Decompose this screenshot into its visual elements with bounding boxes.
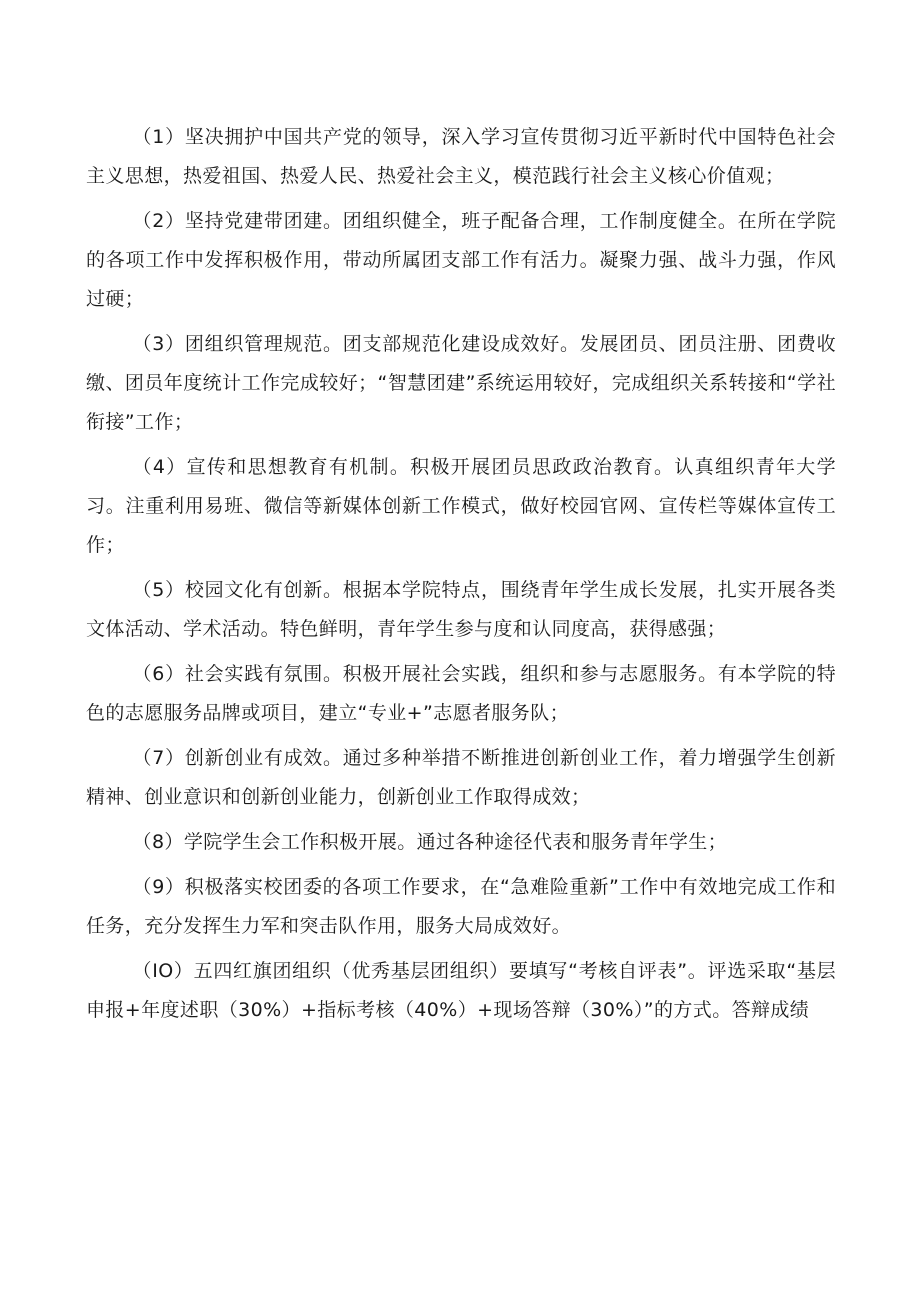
criterion-paragraph-7: （7）创新创业有成效。通过多种举措不断推进创新创业工作，着力增强学生创新精神、创业意识和创新创业能力，创新创业工作取得成效；	[86, 747, 836, 808]
criterion-paragraph-8: （8）学院学生会工作积极开展。通过各种途径代表和服务青年学生；	[132, 831, 728, 853]
document-body	[86, 118, 836, 1036]
criterion-paragraph-6: （6）社会实践有氛围。积极开展社会实践，组织和参与志愿服务。有本学院的特色的志愿服务品牌或项目，建立“专业+”志愿者服务队；	[86, 663, 836, 724]
criterion-paragraph-2: （2）坚持党建带团建。团组织健全，班子配备合理，工作制度健全。在所在学院的各项工作中发挥积极作用，带动所属团支部工作有活力。凝聚力强、战斗力强，作风过硬；	[86, 210, 836, 310]
criterion-paragraph-4: （4）宣传和思想教育有机制。积极开展团员思政政治教育。认真组织青年大学习。注重利用易班、微信等新媒体创新工作模式，做好校园官网、宣传栏等媒体宣传工作；	[86, 456, 836, 556]
criterion-paragraph-5: （5）校园文化有创新。根据本学院特点，围绕青年学生成长发展，扎实开展各类文体活动、学术活动。特色鲜明，青年学生参与度和认同度高，获得感强；	[86, 579, 836, 640]
criterion-paragraph-10: （IO）五四红旗团组织（优秀基层团组织）要填写“考核自评表”。评选采取“基层申报+年度述职（30%）+指标考核（40%）+现场答辩（30%）”的方式。答辩成绩	[86, 960, 836, 1021]
criterion-paragraph-3: （3）团组织管理规范。团支部规范化建设成效好。发展团员、团员注册、团费收缴、团员年度统计工作完成较好；“智慧团建”系统运用较好，完成组织关系转接和“学社衔接”工作；	[86, 333, 836, 433]
criterion-paragraph-9: （9）积极落实校团委的各项工作要求，在“急难险重新”工作中有效地完成工作和任务，充分发挥生力军和突击队作用，服务大局成效好。	[86, 876, 836, 937]
criterion-paragraph-1: （1）坚决拥护中国共产党的领导，深入学习宣传贯彻习近平新时代中国特色社会主义思想，热爱祖国、热爱人民、热爱社会主义，模范践行社会主义核心价值观；	[86, 126, 836, 187]
